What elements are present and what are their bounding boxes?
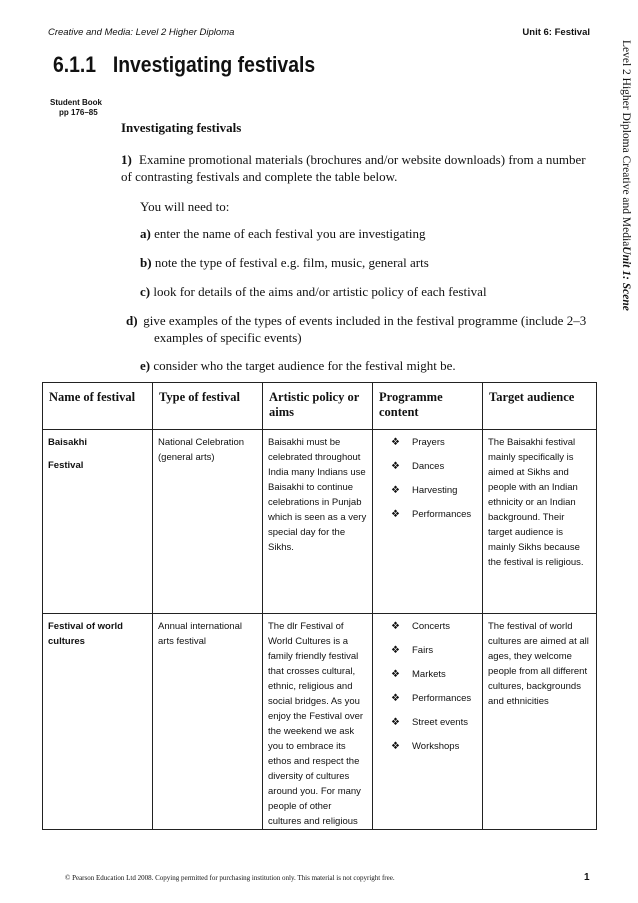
diamond-bullet-icon: ❖ — [391, 485, 400, 496]
list-item: ❖ Harvesting — [391, 485, 458, 496]
instruction-c — [140, 283, 600, 300]
instruction-a-label: a) — [140, 226, 151, 241]
instruction-b — [140, 254, 600, 271]
section-title: Investigating festivals — [112, 52, 316, 77]
cell-festival-type: Annual international arts festival — [153, 614, 263, 830]
instructions-intro: You will need to: — [140, 199, 230, 214]
side-margin-text — [612, 40, 632, 340]
student-book-pages: pp 176–85 — [59, 108, 98, 117]
cell-programme-content — [373, 614, 483, 830]
table-row — [43, 430, 597, 614]
table-row — [43, 614, 597, 830]
festival-table — [42, 382, 597, 830]
table-header-row — [43, 383, 597, 430]
instruction-b-label: b) — [140, 255, 152, 270]
instruction-d-text: give examples of the types of events included in the festival programme (include 2–3 examples of specific events) — [143, 313, 587, 345]
cell-festival-name — [43, 614, 153, 830]
list-item: ❖ Performances — [391, 509, 472, 520]
cell-target-audience: The festival of world cultures are aimed at all ages, they welcome people from all different cultures, backgrounds and ethnicities — [483, 614, 597, 830]
student-book-ref — [50, 98, 120, 118]
instruction-c-text: look for details of the aims and/or artistic policy of each festival — [153, 284, 487, 299]
list-item: ❖ Performances — [391, 693, 472, 704]
section-number: 6.1.1 — [53, 52, 97, 77]
cell-festival-aims: Baisakhi must be celebrated throughout India many Indians use Baisakhi to continue celebrations in Punjab which is seen as a very special day for the Sikhs. — [263, 430, 373, 614]
festival-name-line2: Festival — [48, 460, 84, 471]
diamond-bullet-icon: ❖ — [391, 717, 400, 728]
subheading: Investigating festivals — [121, 120, 242, 135]
header-programme-content: Programme content — [373, 383, 483, 430]
cell-festival-name — [43, 430, 153, 614]
diamond-bullet-icon: ❖ — [391, 437, 400, 448]
diamond-bullet-icon: ❖ — [391, 621, 400, 632]
instruction-d: d) give examples of the types of events included in the festival programme (include 2–3 examples of specific events) — [126, 313, 587, 345]
header-type-of-festival: Type of festival — [153, 383, 263, 430]
instruction-a-text: enter the name of each festival you are investigating — [154, 226, 426, 241]
list-item: ❖ Concerts — [391, 621, 451, 632]
festival-name-line1: Festival of world cultures — [48, 621, 123, 647]
instruction-b-text: note the type of festival e.g. film, music, general arts — [154, 255, 429, 270]
side-text-normal: Level 2 Higher Diploma Creative and Media — [620, 40, 632, 247]
diamond-bullet-icon: ❖ — [391, 645, 400, 656]
question-1 — [121, 151, 596, 185]
cell-festival-aims: The dlr Festival of World Cultures is a family friendly festival that crosses cultural, ethnic, religious and social bridges. As you enjoy the Festival over the weekend we ask you to embrace its ethos and respect the diversity of cultures around you. For many people of other cultures and religious — [263, 614, 373, 830]
cell-target-audience: The Baisakhi festival mainly specifically is aimed at Sikhs and people with an Indian ethnicity or an Indian background. Their target audience is mainly Sikhs because the festival is religious. — [483, 430, 597, 614]
side-text-bold: Unit 1: Scene — [620, 246, 632, 311]
diamond-bullet-icon: ❖ — [391, 741, 400, 752]
instruction-a — [140, 225, 600, 242]
header-artistic-policy: Artistic policy or aims — [263, 383, 373, 430]
festival-name-line1: Baisakhi — [48, 437, 88, 448]
instruction-e-label: e) — [140, 358, 151, 373]
question-1-label: 1) — [121, 152, 132, 167]
running-header-right: Unit 6: Festival — [522, 27, 590, 38]
list-item: ❖ Dances — [391, 461, 445, 472]
diamond-bullet-icon: ❖ — [391, 461, 400, 472]
instruction-e — [140, 357, 600, 374]
header-name-of-festival: Name of festival — [43, 383, 153, 430]
header-target-audience: Target audience — [483, 383, 597, 430]
list-item: ❖ Fairs — [391, 645, 434, 656]
list-item: ❖ Street events — [391, 717, 468, 728]
instruction-e-text: consider who the target audience for the festival might be. — [153, 358, 456, 373]
list-item: ❖ Markets — [391, 669, 446, 680]
instruction-c-label: c) — [140, 284, 151, 299]
list-item: ❖ Prayers — [391, 437, 445, 448]
list-item: ❖ Workshops — [391, 741, 460, 752]
diamond-bullet-icon: ❖ — [391, 509, 400, 520]
cell-programme-content — [373, 430, 483, 614]
diamond-bullet-icon: ❖ — [391, 693, 400, 704]
running-header-left: Creative and Media: Level 2 Higher Diploma — [48, 27, 235, 38]
student-book-label: Student Book — [50, 98, 102, 107]
page-title — [53, 52, 315, 78]
page-number: 1 — [584, 872, 590, 883]
diamond-bullet-icon: ❖ — [391, 669, 400, 680]
copyright-footer: © Pearson Education Ltd 2008. Copying permitted for purchasing institution only. This material is not copyright free. — [65, 874, 395, 882]
cell-festival-type: National Celebration (general arts) — [153, 430, 263, 614]
question-1-text: Examine promotional materials (brochures and/or website downloads) from a number of contrasting festivals and complete the table below. — [121, 152, 586, 184]
